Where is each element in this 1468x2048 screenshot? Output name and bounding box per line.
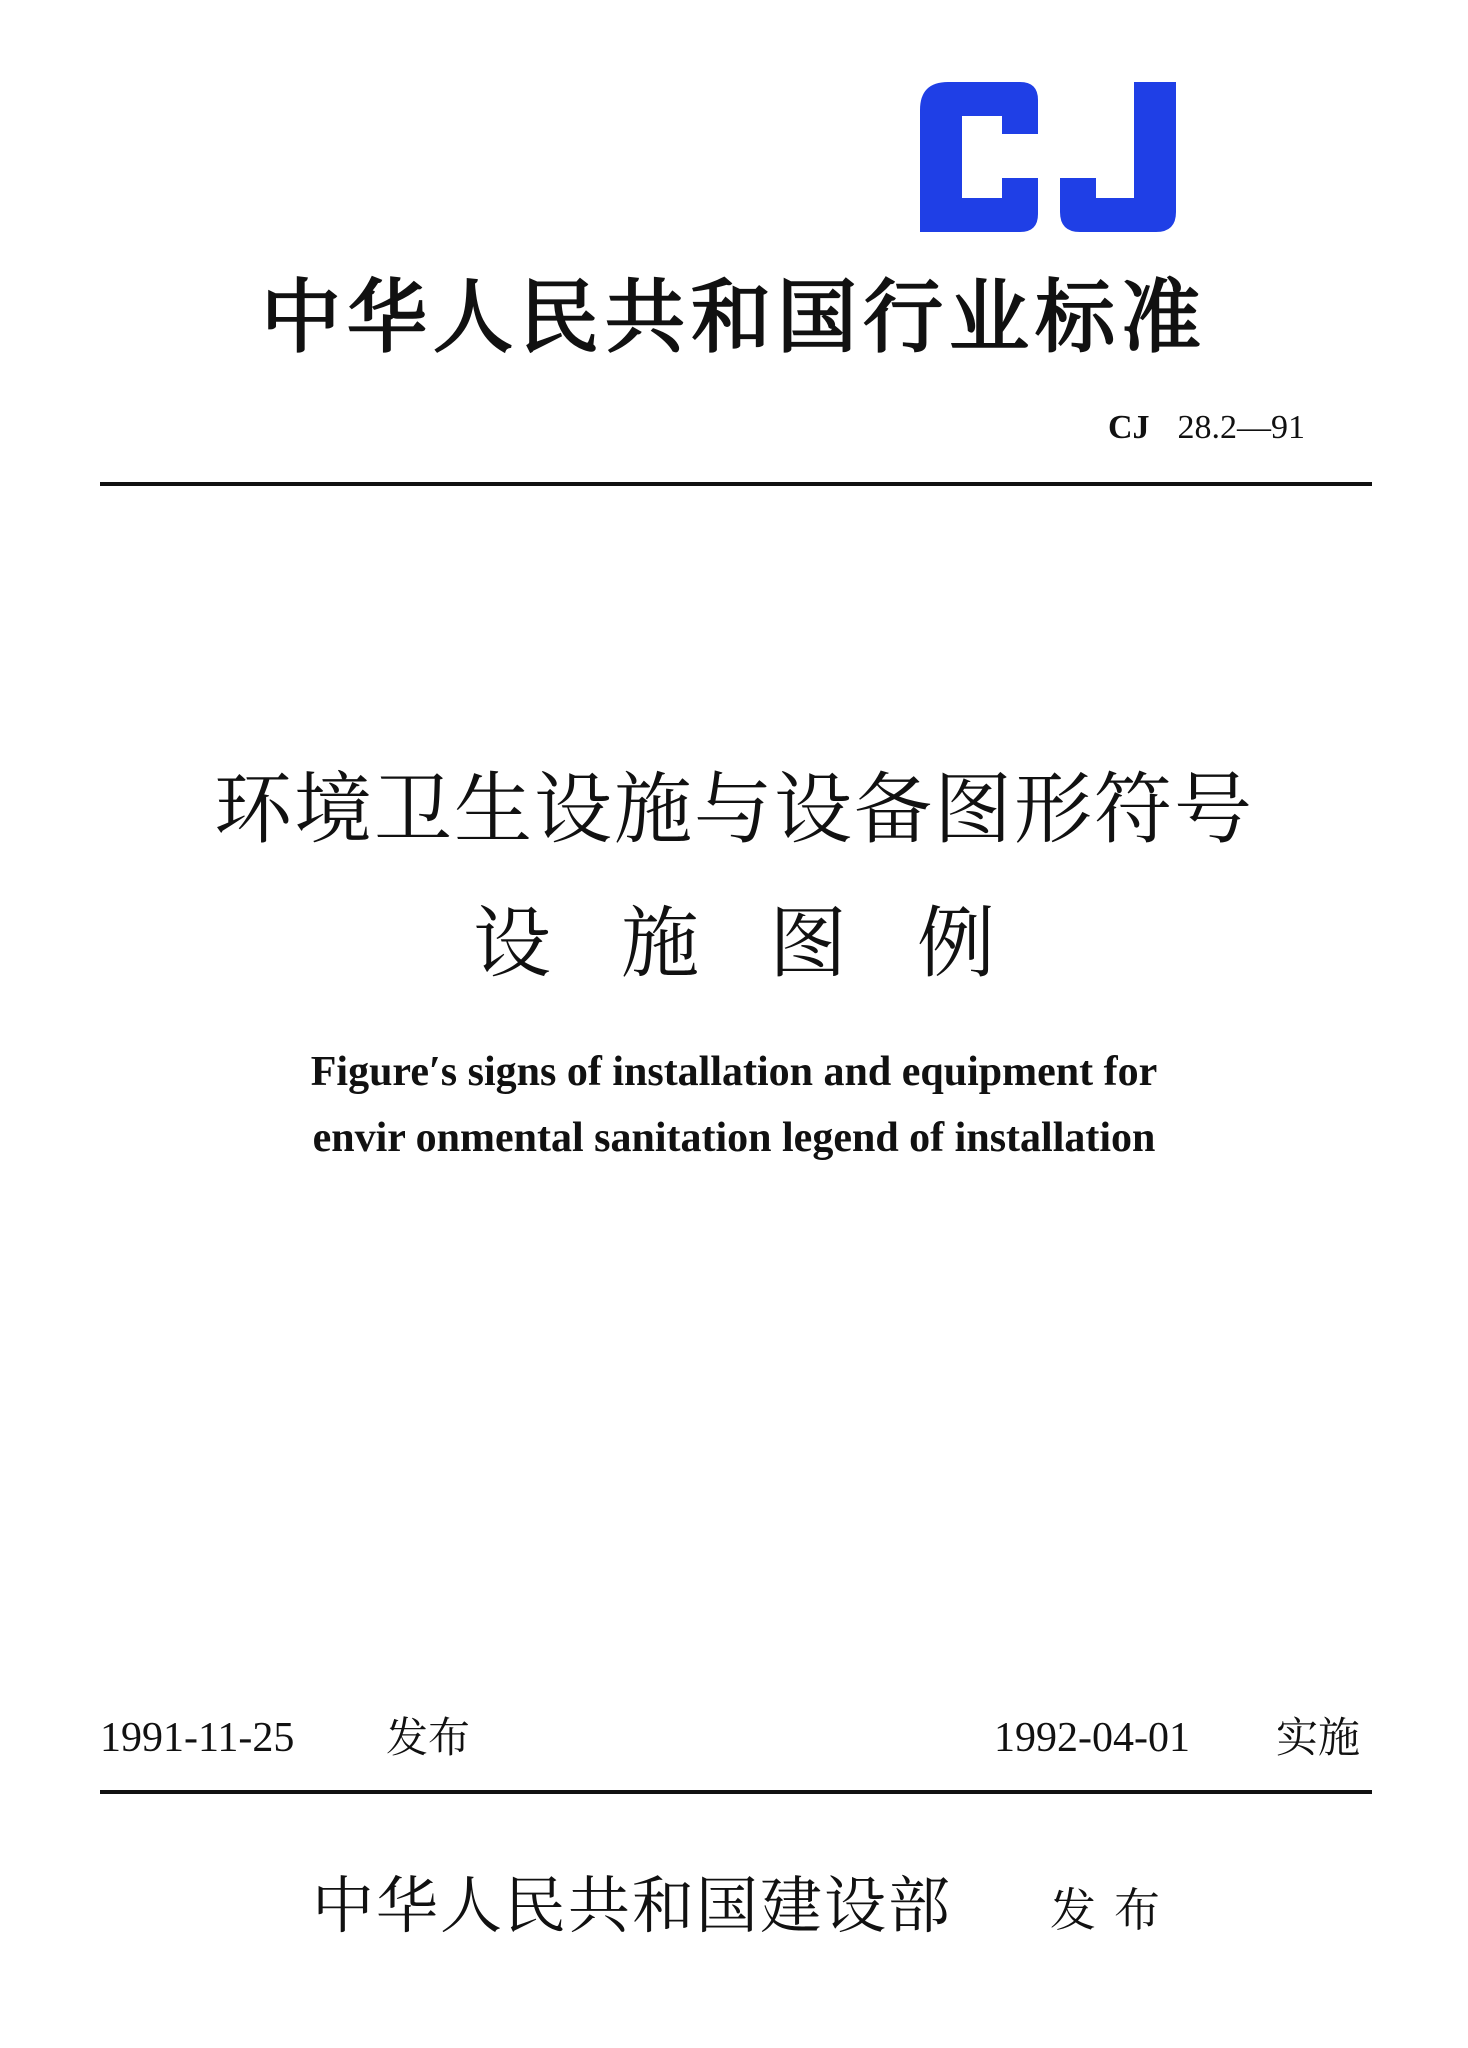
- standard-category-title: 中华人民共和国行业标准: [261, 271, 1207, 364]
- document-title-cn-line2: 设施图例: [472, 899, 1065, 989]
- publisher-label: 发布: [1050, 1883, 1178, 1937]
- logo-letter-j: [1060, 82, 1176, 232]
- issue-date: 1991-11-25: [100, 1715, 295, 1761]
- issue-label: 发布: [386, 1713, 471, 1762]
- document-title-cn-line1: 环境卫生设施与设备图形符号: [213, 765, 1254, 855]
- document-title-en-line2: envir onmental sanitation legend of installation: [312, 1115, 1156, 1161]
- standard-prefix: CJ: [1107, 409, 1150, 446]
- cj-logo: [920, 82, 1176, 232]
- logo-letter-c: [920, 82, 1038, 232]
- implementation-date: 1992-04-01: [994, 1715, 1190, 1761]
- standard-code: 28.2—91: [1177, 409, 1305, 446]
- bottom-divider: [100, 1790, 1372, 1794]
- publisher-name: 中华人民共和国建设部: [312, 1869, 953, 1942]
- implementation-label: 实施: [1276, 1713, 1361, 1762]
- top-divider: [100, 482, 1372, 486]
- document-title-en-line1: Figure′s signs of installation and equipment for: [310, 1049, 1158, 1095]
- standard-number: [1108, 406, 1305, 450]
